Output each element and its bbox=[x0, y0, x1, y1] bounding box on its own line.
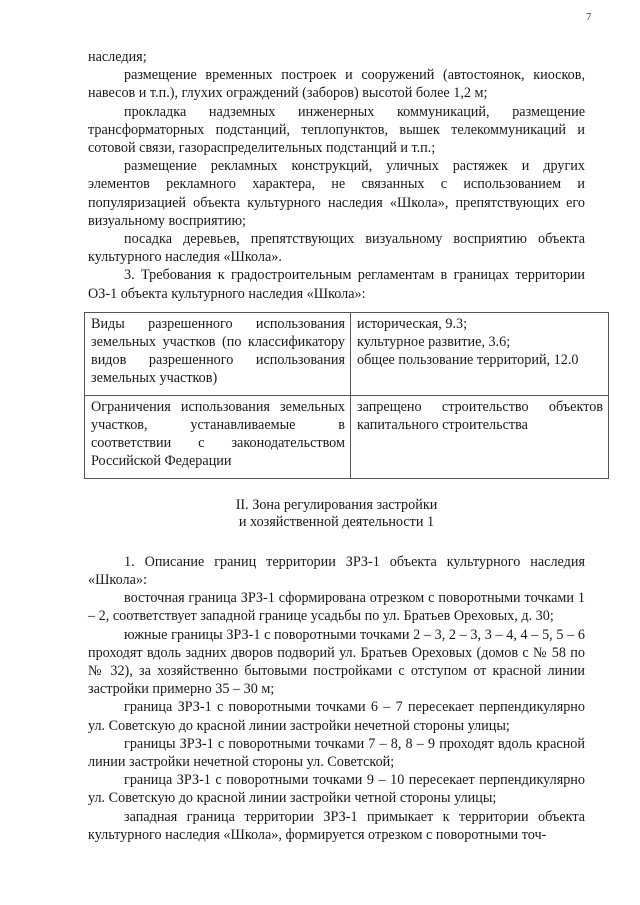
paragraph: 1. Описание границ территории ЗРЗ-1 объекта культурного наследия «Школа»: bbox=[88, 553, 585, 589]
section-title bbox=[88, 497, 585, 531]
requirements-table bbox=[84, 312, 609, 479]
value-line: культурное развитие, 3.6; bbox=[357, 334, 511, 351]
table-cell-value bbox=[351, 312, 609, 395]
table-cell-value bbox=[351, 395, 609, 478]
paragraph: наследия; bbox=[88, 49, 147, 65]
paragraph: размещение рекламных конструкций, уличных растяжек и других элементов рекламного характера, не связанных с использованием и популяризацией объекта культурного наследия «Школа», препятствующих его визуальному восприятию; bbox=[88, 158, 585, 229]
section-title-line: и хозяйственной деятельности 1 bbox=[238, 513, 435, 530]
table-cell-label: Виды разрешенного использования земельных участков (по классификатору видов разрешенного использования земельных участков) bbox=[85, 312, 351, 395]
paragraph: размещение временных построек и сооружений (автостоянок, киосков, навесов и т.п.), глухих ограждений (заборов) высотой более 1,2 м; bbox=[88, 67, 585, 102]
paragraph: западная граница территории ЗРЗ-1 примыкает к территории объекта культурного наследия «Школа», формируется отрезком с поворотными точ- bbox=[88, 808, 585, 843]
paragraph: границы ЗРЗ-1 с поворотными точками 7 – 8, 8 – 9 проходят вдоль красной линии застройки нечетной стороны ул. Советской; bbox=[88, 735, 585, 771]
paragraph: южные границы ЗРЗ-1 с поворотными точками 2 – 3, 2 – 3, 3 – 4, 4 – 5, 5 – 6 проходят вдоль задних дворов подворий ул. Братьев Ореховых (домов с № 58 по № 32), за хозяйственно бытовыми постройками с отступом от красной линии застройки примерно 35 – 30 м; bbox=[88, 626, 585, 698]
value-line: общее пользование территорий, 12.0 bbox=[357, 352, 579, 369]
table-row bbox=[85, 395, 609, 478]
paragraph: 3. Требования к градостроительным регламентам в границах территории ОЗ-1 объекта культурного наследия «Школа»: bbox=[88, 267, 585, 302]
paragraph: граница ЗРЗ-1 с поворотными точками 6 – 7 пересекает перпендикулярно ул. Советскую до красной линии застройки нечетной стороны улицы; bbox=[88, 699, 585, 734]
page-body bbox=[88, 48, 603, 844]
section-title-line: II. Зона регулирования застройки bbox=[235, 496, 438, 513]
paragraph: прокладка надземных инженерных коммуникаций, размещение трансформаторных подстанций, теплопунктов, вышек телекоммуникаций и сотовой связи, газораспределительных подстанций и т.п.; bbox=[88, 103, 585, 157]
paragraph: посадка деревьев, препятствующих визуальному восприятию объекта культурного наследия «Школа». bbox=[88, 231, 585, 266]
table-row bbox=[85, 312, 609, 395]
paragraph: восточная граница ЗРЗ-1 сформирована отрезком с поворотными точками 1 – 2, соответствует западной границе усадьбы по ул. Братьев Ореховых, д. 30; bbox=[88, 590, 585, 625]
paragraph: граница ЗРЗ-1 с поворотными точками 9 – 10 пересекает перпендикулярно ул. Советскую до красной линии застройки четной стороны улицы; bbox=[88, 772, 585, 807]
table-cell-label: Ограничения использования земельных участков, устанавливаемые в соответствии с законодательством Российской Федерации bbox=[85, 395, 351, 478]
page-number: 7 bbox=[586, 11, 592, 23]
value-line: историческая, 9.3; bbox=[357, 315, 468, 332]
value-line: запрещено строительство объектов капитального строительства bbox=[357, 398, 603, 434]
